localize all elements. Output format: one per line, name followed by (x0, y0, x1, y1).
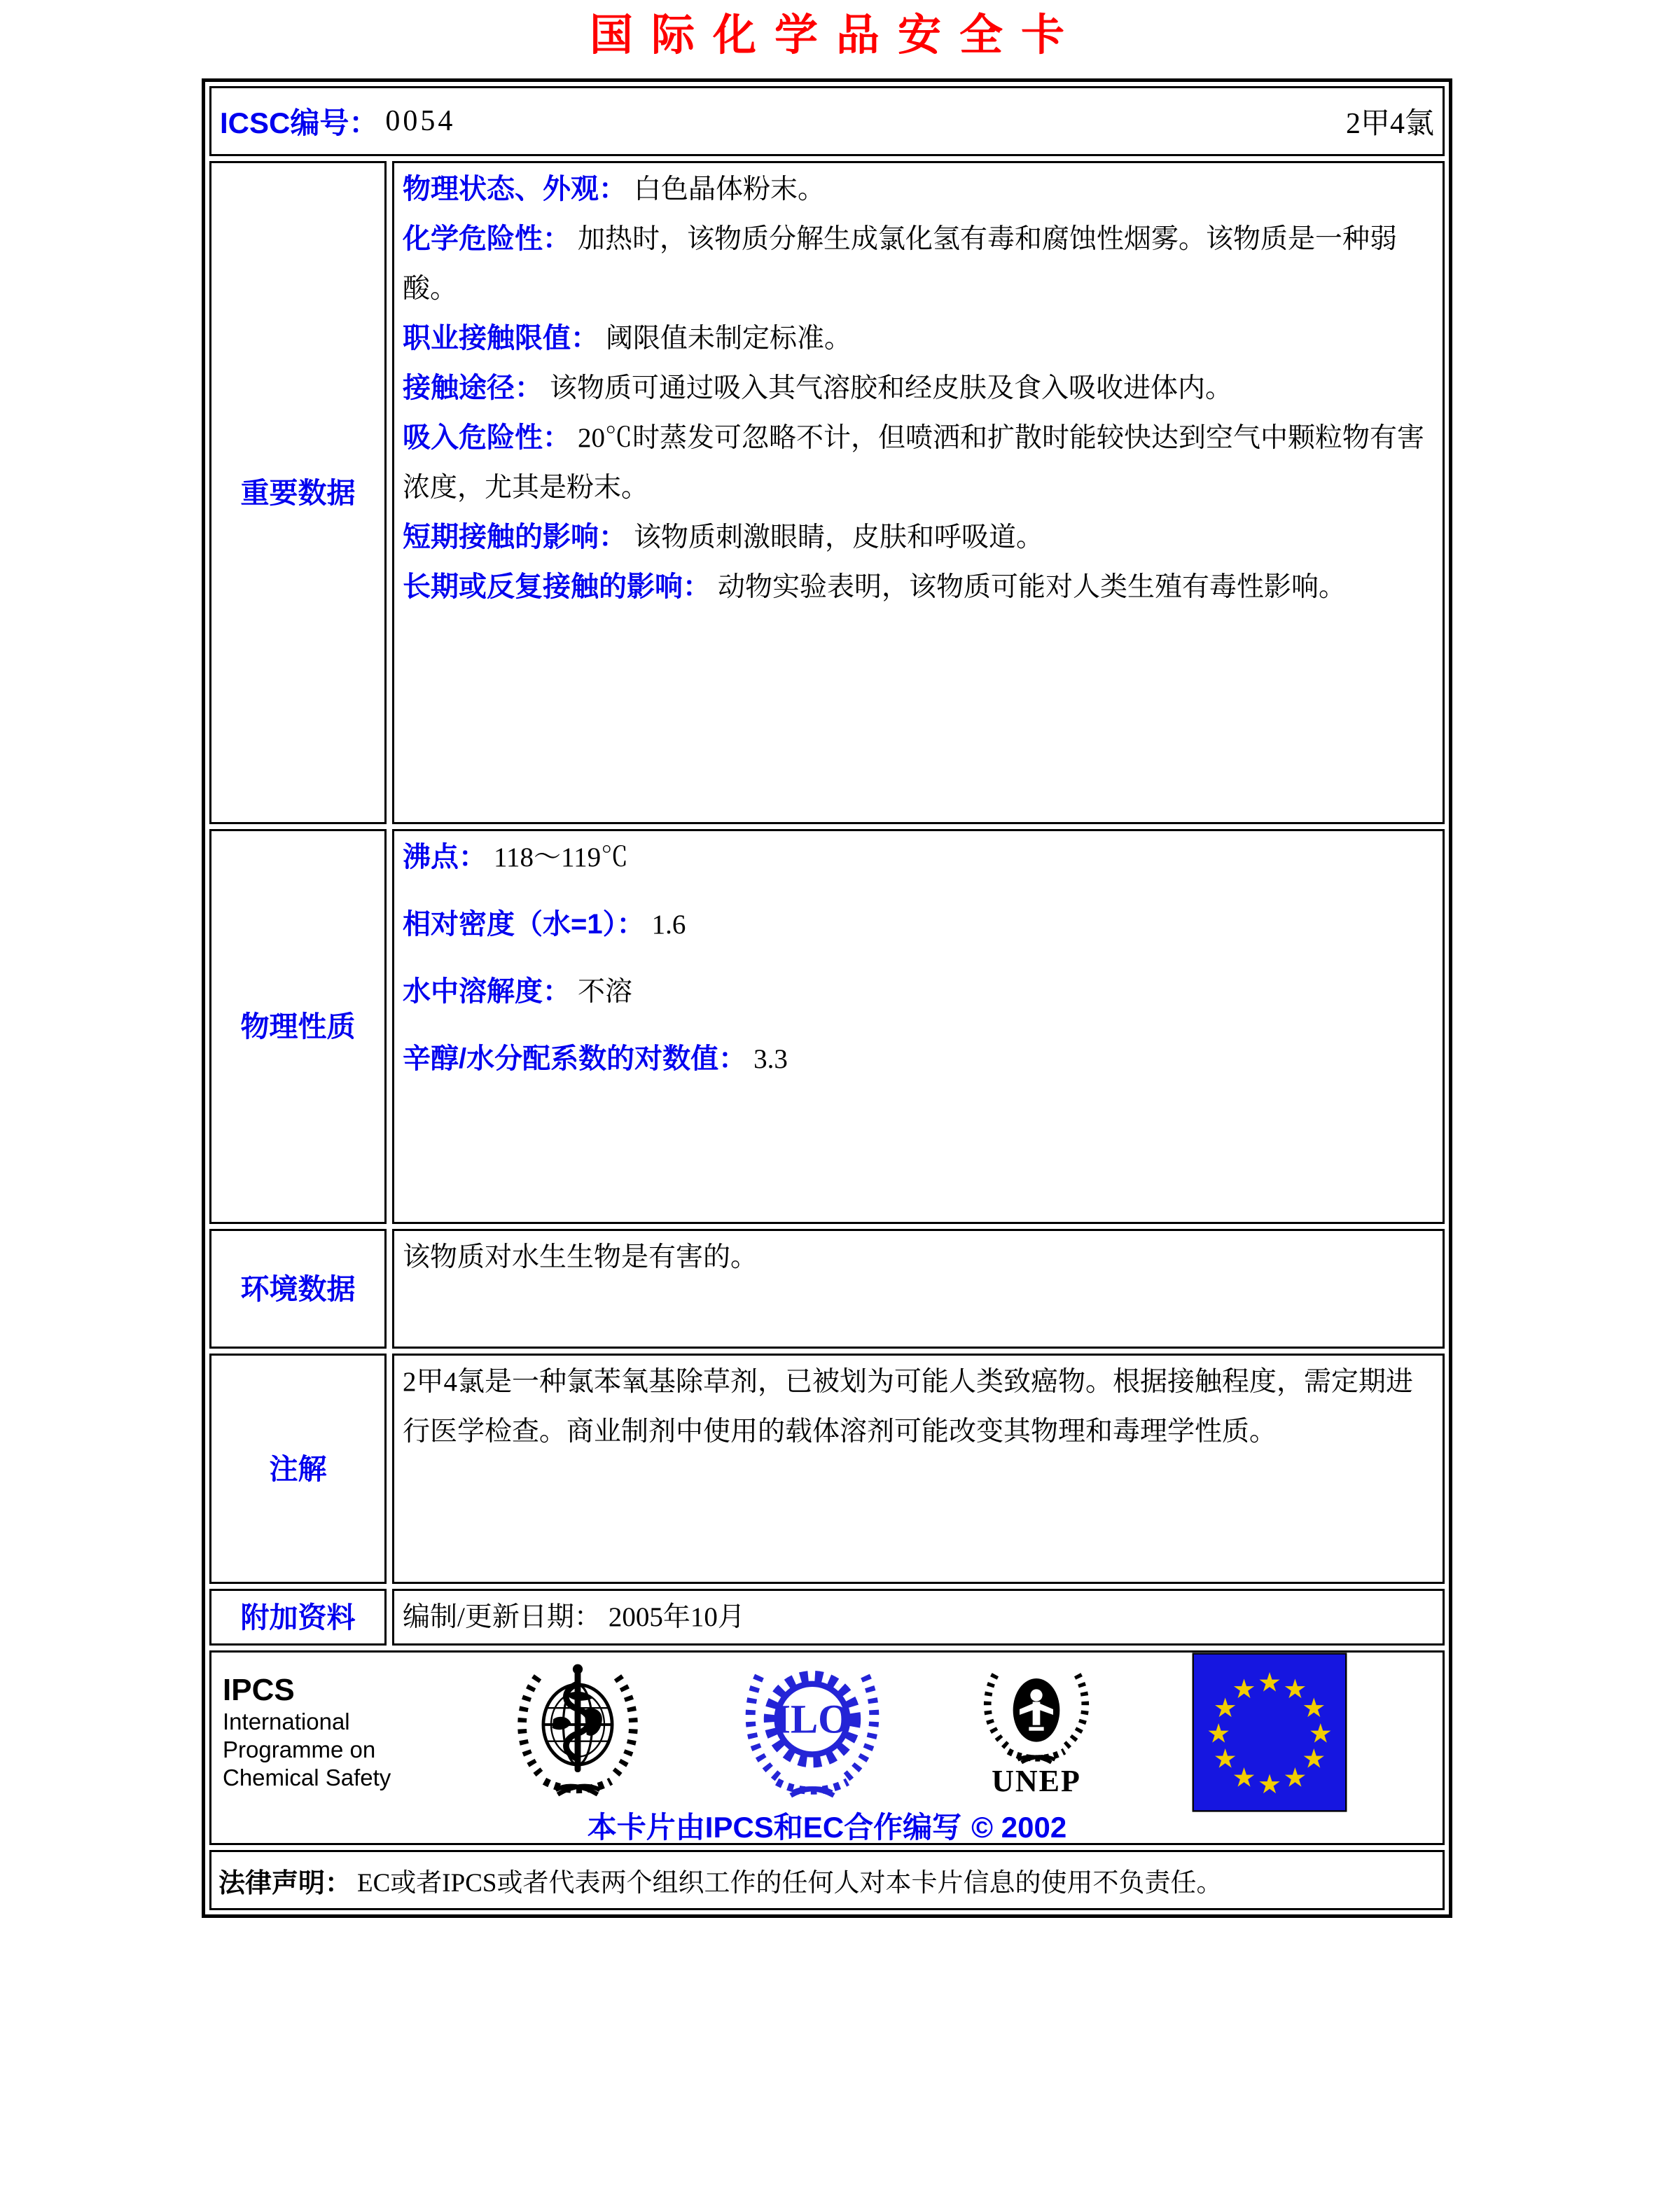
item-text: 该物质刺激眼睛，皮肤和呼吸道。 (634, 522, 1044, 552)
legal-label: 法律声明： (218, 1868, 352, 1898)
important-data-item (403, 363, 1434, 413)
important-data-item (403, 513, 1434, 562)
item-label: 相对密度（水=1）： (403, 909, 645, 940)
important-data-item (403, 214, 1434, 314)
physical-property-item (403, 967, 1434, 1017)
important-data-item (403, 562, 1434, 612)
item-label: 吸入危险性： (403, 422, 571, 453)
header-row (209, 86, 1445, 156)
item-label: 化学危险性： (403, 223, 571, 254)
item-text: 20℃时蒸发可忽略不计，但喷洒和扩散时能较快达到空气中颗粒物有害浓度，尤其是粉末。 (403, 423, 1425, 503)
legal-cell (209, 1850, 1445, 1910)
environmental-data-content (392, 1229, 1445, 1349)
svg-text:★: ★ (1302, 1743, 1326, 1774)
credit-text: 本卡片由IPCS和EC合作编写 (587, 1811, 962, 1844)
update-date-item (403, 1592, 745, 1642)
additional-info-content (392, 1589, 1445, 1646)
item-label: 短期接触的影响： (403, 522, 627, 552)
item-text: 该物质可通过吸入其气溶胶和经皮肤及食入吸收进体内。 (550, 373, 1233, 403)
icsc-number-value: 0054 (385, 105, 456, 137)
physical-properties-content (392, 829, 1445, 1224)
copyright-text: © 2002 (971, 1811, 1067, 1844)
additional-info-row (209, 1589, 1445, 1646)
environmental-data-row (209, 1229, 1445, 1349)
unep-logo-icon (980, 1667, 1092, 1765)
important-data-content (392, 161, 1445, 824)
ilo-letters: ILO (774, 1696, 850, 1742)
section-label-physical-properties: 物理性质 (209, 829, 387, 1224)
item-label: 辛醇/水分配系数的对数值： (403, 1043, 747, 1074)
svg-text:★: ★ (1213, 1692, 1237, 1723)
svg-text:★: ★ (1232, 1762, 1256, 1793)
physical-property-item (403, 900, 1434, 950)
svg-text:★: ★ (1302, 1692, 1326, 1723)
section-label-important-data: 重要数据 (209, 161, 387, 824)
item-text: 阈限值未制定标准。 (606, 324, 852, 354)
svg-text:★: ★ (1283, 1762, 1307, 1793)
ipcs-name-line: Programme on (223, 1737, 376, 1762)
notes-text: 2甲4氯是一种氯苯氧基除草剂，已被划为可能人类致癌物。根据接触程度，需定期进行医学检查。商业制剂中使用的载体溶剂可能改变其物理和毒理学性质。 (403, 1367, 1414, 1447)
item-text: 118～119℃ (494, 842, 629, 872)
item-text: 加热时，该物质分解生成氯化氢有毒和腐蚀性烟雾。该物质是一种弱酸。 (403, 224, 1398, 304)
svg-text:★: ★ (1308, 1718, 1333, 1749)
ipcs-name-line: Chemical Safety (223, 1765, 391, 1790)
item-text: 1.6 (651, 910, 686, 940)
ipcs-acronym: IPCS (223, 1673, 295, 1707)
footer-row (209, 1650, 1445, 1845)
item-text: 不溶 (578, 977, 633, 1007)
svg-text:★: ★ (1213, 1743, 1237, 1774)
ipcs-text-block (223, 1673, 412, 1792)
ilo-logo-icon (744, 1662, 881, 1802)
eu-flag-icon (1192, 1653, 1347, 1812)
item-text: 白色晶体粉末。 (634, 174, 826, 204)
item-label: 水中溶解度： (403, 976, 571, 1007)
important-data-row (209, 161, 1445, 824)
item-label: 物理状态、外观： (403, 174, 627, 204)
important-data-item (403, 314, 1434, 363)
physical-properties-row (209, 829, 1445, 1224)
notes-content (392, 1354, 1445, 1584)
unep-logo-block (980, 1667, 1092, 1797)
item-label: 沸点： (403, 842, 487, 872)
item-label: 长期或反复接触的影响： (403, 571, 711, 602)
important-data-item (403, 413, 1434, 513)
svg-text:★: ★ (1257, 1667, 1282, 1698)
chemical-name: 2甲4氯 (1345, 108, 1434, 140)
svg-text:★: ★ (1283, 1673, 1307, 1704)
icsc-number-label: ICSC编号： (220, 106, 379, 139)
svg-text:★: ★ (1232, 1673, 1256, 1704)
physical-property-item (403, 833, 1434, 882)
update-date-label: 编制/更新日期： (403, 1602, 602, 1632)
item-text: 3.3 (753, 1044, 788, 1074)
who-logo-icon (511, 1661, 644, 1804)
item-text: 动物实验表明，该物质可能对人类生殖有毒性影响。 (718, 572, 1347, 602)
notes-row (209, 1354, 1445, 1584)
unep-wordmark: UNEP (992, 1764, 1081, 1798)
legal-row (209, 1850, 1445, 1910)
environmental-data-text: 该物质对水生生物是有害的。 (403, 1242, 758, 1272)
item-label: 职业接触限值： (403, 323, 599, 354)
legal-text: EC或者IPCS或者代表两个组织工作的任何人对本卡片信息的使用不负责任。 (357, 1869, 1223, 1898)
footer-cell (209, 1650, 1445, 1845)
svg-text:★: ★ (1257, 1769, 1282, 1800)
svg-text:★: ★ (1207, 1718, 1231, 1749)
icsc-card-table (202, 78, 1452, 1918)
page-title: 国际化学品安全卡 (589, 11, 1083, 60)
ipcs-name-line: International (223, 1709, 350, 1734)
important-data-item (403, 165, 1434, 214)
logos-row (211, 1657, 1443, 1805)
section-label-environmental-data: 环境数据 (209, 1229, 387, 1349)
section-label-notes: 注解 (209, 1354, 387, 1584)
physical-property-item (403, 1034, 1434, 1084)
section-label-additional-info: 附加资料 (209, 1589, 387, 1646)
update-date-value: 2005年10月 (608, 1602, 745, 1632)
credit-line (211, 1809, 1443, 1846)
header-cell (209, 86, 1445, 156)
item-label: 接触途径： (403, 373, 543, 403)
